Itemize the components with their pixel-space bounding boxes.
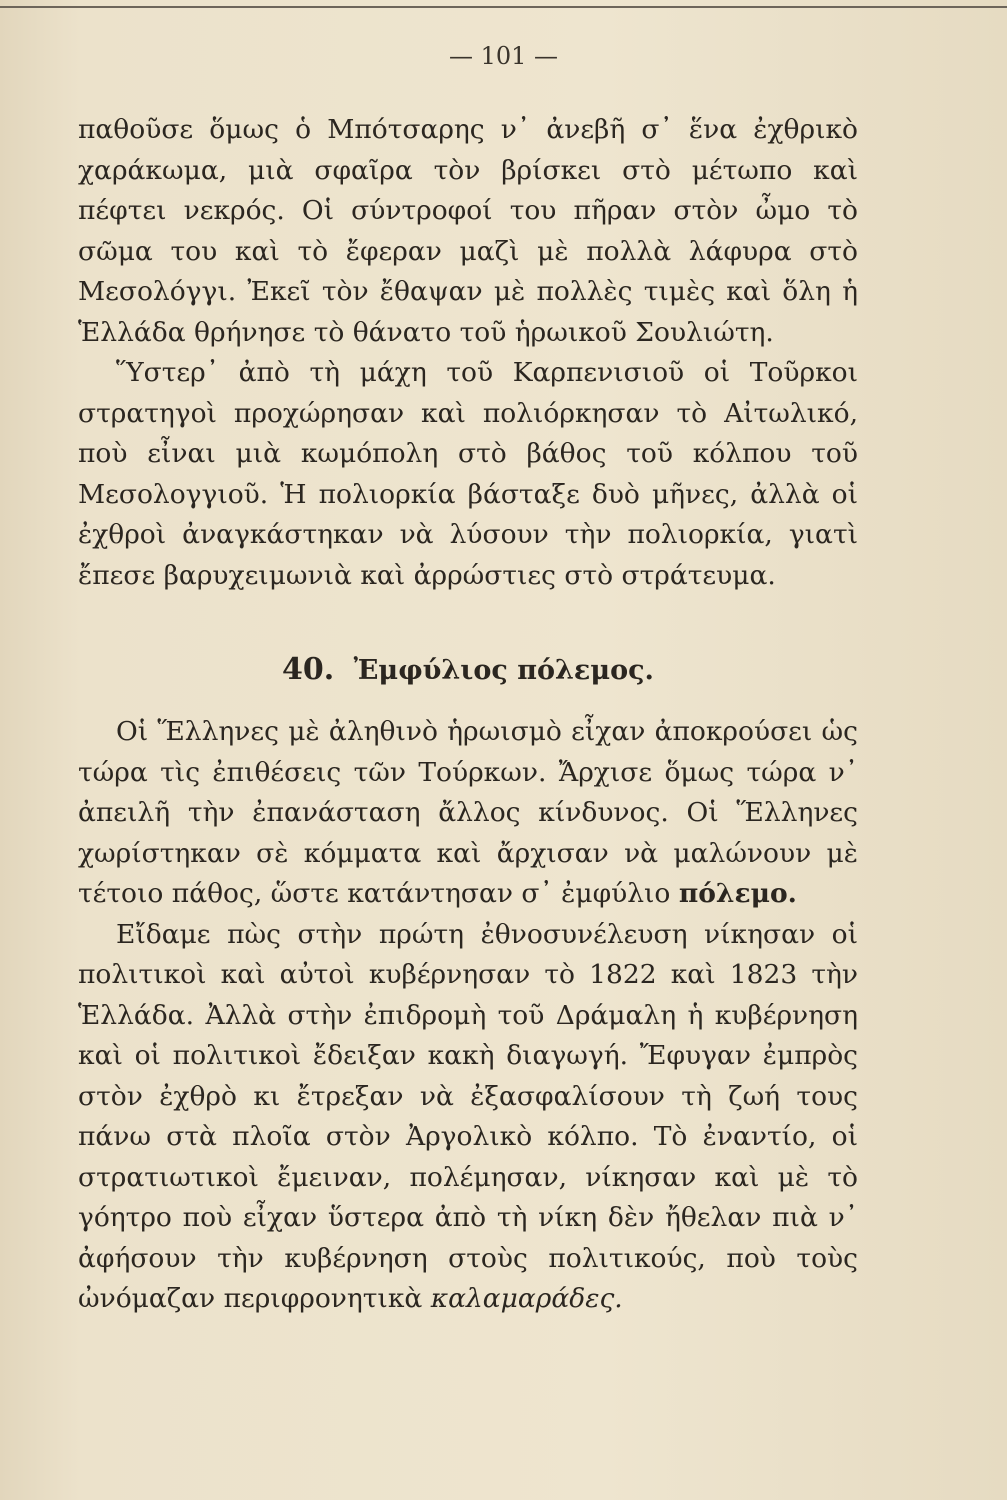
- section-heading: [78, 652, 858, 687]
- paragraph-3-bold-term: πόλεμο.: [678, 878, 797, 909]
- page-number: — 101 —: [448, 42, 559, 70]
- paragraph-3-text: Οἱ Ἕλληνες μὲ ἀληθινὸ ἡρωισμὸ εἶχαν ἀποκρούσει ὡς τώρα τὶς ἐπιθέσεις τῶν Τούρκων. Ἄρχισε ὅμως τώρα ν᾿ ἀπειλῆ τὴν ἐπανάσταση ἄλλος κίνδυνος. Οἱ Ἕλληνες χωρίστηκαν σὲ κόμματα καὶ ἄρχισαν νὰ μαλώνουν μὲ τέτοιο πάθος, ὥστε κατάντησαν σ᾿ ἐμφύλιο: [78, 716, 858, 909]
- paragraph-4: [78, 915, 858, 1320]
- top-rule: [0, 6, 1007, 8]
- paragraph-1: παθοῦσε ὅμως ὁ Μπότσαρης ν᾿ ἀνεβῆ σ᾿ ἕνα ἐχθρικὸ χαράκωμα, μιὰ σφαῖρα τὸν βρίσκει στὸ μέτωπο καὶ πέφτει νεκρός. Οἱ σύντροφοί του πῆραν στὸν ὦμο τὸ σῶμα του καὶ τὸ ἔφεραν μαζὶ μὲ πολλὰ λάφυρα στὸ Μεσολόγγι. Ἐκεῖ τὸν ἔθαψαν μὲ πολλὲς τιμὲς καὶ ὅλη ἡ Ἑλλάδα θρήνησε τὸ θάνατο τοῦ ἡρωικοῦ Σουλιώτη.: [78, 114, 858, 348]
- paragraph-2: Ὕστερ᾿ ἀπὸ τὴ μάχη τοῦ Καρπενισιοῦ οἱ Τοῦρκοι στρατηγοὶ προχώρησαν καὶ πολιόρκησαν τὸ Αἰτωλικό, ποὺ εἶναι μιὰ κωμόπολη στὸ βάθος τοῦ κόλπου τοῦ Μεσολογγιοῦ. Ἡ πολιορκία βάσταξε δυὸ μῆνες, ἀλλὰ οἱ ἐχθροὶ ἀναγκάστηκαν νὰ λύσουν τὴν πολιορκία, γιατὶ ἔπεσε βαρυχειμωνιὰ καὶ ἀρρώστιες στὸ στράτευμα.: [78, 357, 858, 591]
- text-block-before-section: [78, 110, 858, 596]
- section-title: Ἐμφύλιος πόλεμος.: [353, 655, 654, 686]
- text-block-after-section: [78, 712, 858, 1320]
- section-number: 40.: [282, 652, 335, 687]
- paragraph-4-text: Εἴδαμε πὼς στὴν πρώτη ἐθνοσυνέλευση νίκησαν οἱ πολιτικοὶ καὶ αὐτοὶ κυβέρνησαν τὸ 1822 καὶ 1823 τὴν Ἑλλάδα. Ἀλλὰ στὴν ἐπιδρομὴ τοῦ Δράμαλη ἡ κυβέρνηση καὶ οἱ πολιτικοὶ ἔδειξαν κακὴ διαγωγή. Ἔφυγαν ἐμπρὸς στὸν ἐχθρὸ κι ἔτρεξαν νὰ ἐξασφαλίσουν τὴ ζωή τους πάνω στὰ πλοῖα στὸν Ἀργολικὸ κόλπο. Τὸ ἐναντίο, οἱ στρατιωτικοὶ ἔμειναν, πολέμησαν, νίκησαν καὶ μὲ τὸ γόητρο ποὺ εἶχαν ὕστερα ἀπὸ τὴ νίκη δὲν ἤθελαν πιὰ ν᾿ ἀφήσουν τὴν κυβέρνηση στοὺς πολιτικούς, ποὺ τοὺς ὠνόμαζαν περιφρονητικὰ: [78, 918, 858, 1314]
- paragraph-3: [78, 712, 858, 915]
- paragraph-4-italic-term: καλαμαράδες.: [430, 1283, 623, 1314]
